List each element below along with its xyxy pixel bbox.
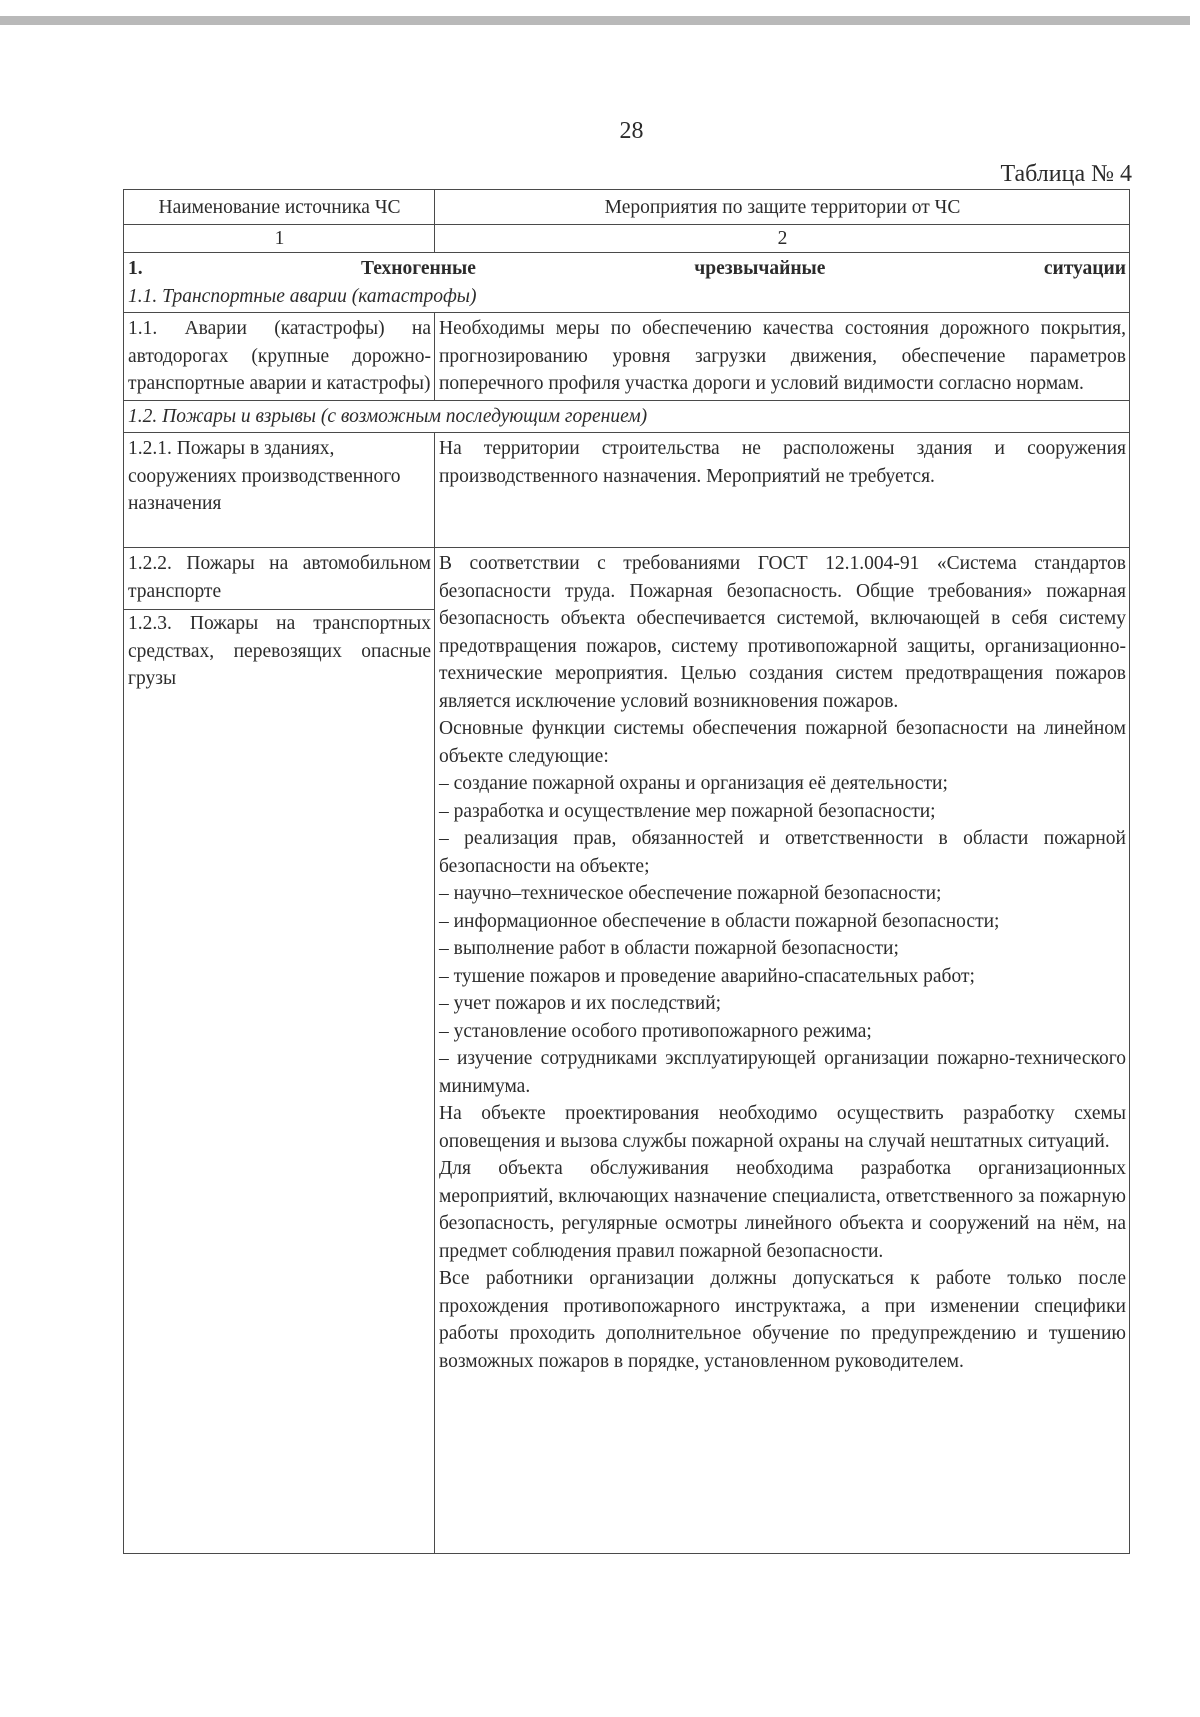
list-item: – установление особого противопожарного режима; [439, 1020, 872, 1042]
measures-paragraph: Все работники организации должны допускаться к работе только после прохождения противопожарного инструктажа, а при изменении специфики работы проходить дополнительное обучение по предупреждению и тушению возможных пожаров в порядке, установленном руководителем. [439, 1268, 1126, 1372]
subsection-heading: 1.2. Пожары и взрывы (с возможным последующим горением) [124, 400, 1130, 433]
measures-table [123, 189, 1130, 1554]
source-item: 1.2.2. Пожары на автомобильном транспорте [124, 550, 434, 610]
list-item: – выполнение работ в области пожарной безопасности; [439, 938, 899, 959]
section-word-3: ситуации [1043, 258, 1126, 279]
measures-paragraph: На объекте проектирования необходимо осуществить разработку схемы оповещения и вызова службы пожарной охраны на случай нештатных ситуаций. [439, 1103, 1126, 1152]
subsection-row [124, 400, 1130, 433]
source-item: 1.2.3. Пожары на транспортных средствах, перевозящих опасные грузы [128, 613, 431, 689]
measures-cell [435, 548, 1130, 1554]
table-caption: Таблица № 4 [1000, 161, 1132, 187]
measures-paragraph: Для объекта обслуживания необходима разработка организационных мероприятий, включающих назначение специалиста, ответственного за пожарную безопасность, регулярные осмотры линейного объекта и сооружений на нём, на предмет соблюдения правил пожарной безопасности. [439, 1158, 1126, 1262]
list-item: – разработка и осуществление мер пожарной безопасности; [439, 800, 936, 822]
list-item: – информационное обеспечение в области пожарной безопасности; [439, 910, 1000, 932]
column-number-1: 1 [124, 224, 435, 253]
section-word-2: чрезвычайные [694, 258, 826, 279]
list-item: – создание пожарной охраны и организация её деятельности; [439, 773, 948, 794]
scan-top-edge [0, 16, 1190, 25]
source-cell [124, 548, 435, 1554]
table-header-row [124, 190, 1130, 225]
list-item: – научно–техническое обеспечение пожарной безопасности; [439, 883, 942, 904]
column-number-2: 2 [435, 224, 1130, 253]
list-item: – изучение сотрудниками эксплуатирующей организации пожарно-технического минимума. [439, 1048, 1126, 1097]
page-number: 28 [619, 118, 644, 144]
source-cell: 1.2.1. Пожары в зданиях, сооружениях производственного назначения [124, 433, 435, 548]
table-row [124, 548, 1130, 1554]
list-item: – тушение пожаров и проведение аварийно-спасательных работ; [439, 965, 975, 987]
list-item: – учет пожаров и их последствий; [439, 993, 722, 1014]
measures-cell: Необходимы меры по обеспечению качества состояния дорожного покрытия, прогнозированию уровня загрузки движения, обеспечение параметров поперечного профиля участка дороги и условий видимости согласно нормам. [435, 313, 1130, 401]
table-row [124, 313, 1130, 401]
section-heading [128, 255, 1126, 283]
column-number-row [124, 224, 1130, 253]
list-item: – реализация прав, обязанностей и ответственности в области пожарной безопасности на объекте; [439, 828, 1126, 877]
table-row [124, 433, 1130, 548]
source-cell: 1.1. Аварии (катастрофы) на автодорогах (крупные дорожно-транспортные аварии и катастрофы) [124, 313, 435, 401]
header-measures: Мероприятия по защите территории от ЧС [435, 190, 1130, 225]
section-row [124, 253, 1130, 313]
measures-paragraph: В соответствии с требованиями ГОСТ 12.1.004-91 «Система стандартов безопасности труда. Пожарная безопасность. Общие требования» пожарная безопасность объекта обеспечивается системой, включающей в себя систему предотвращения пожаров, систему противопожарной защиты, организационно-технические мероприятия. Целью создания систем предотвращения пожаров является исключение условий возникновения пожаров. [439, 553, 1126, 712]
section-word-1: Техногенные [361, 258, 476, 279]
section-number: 1. [128, 258, 143, 279]
subsection-heading: 1.1. Транспортные аварии (катастрофы) [128, 285, 477, 307]
measures-cell: На территории строительства не расположены здания и сооружения производственного назначения. Мероприятий не требуется. [435, 433, 1130, 548]
header-source: Наименование источника ЧС [124, 190, 435, 225]
measures-paragraph: Основные функции системы обеспечения пожарной безопасности на линейном объекте следующие: [439, 718, 1126, 767]
